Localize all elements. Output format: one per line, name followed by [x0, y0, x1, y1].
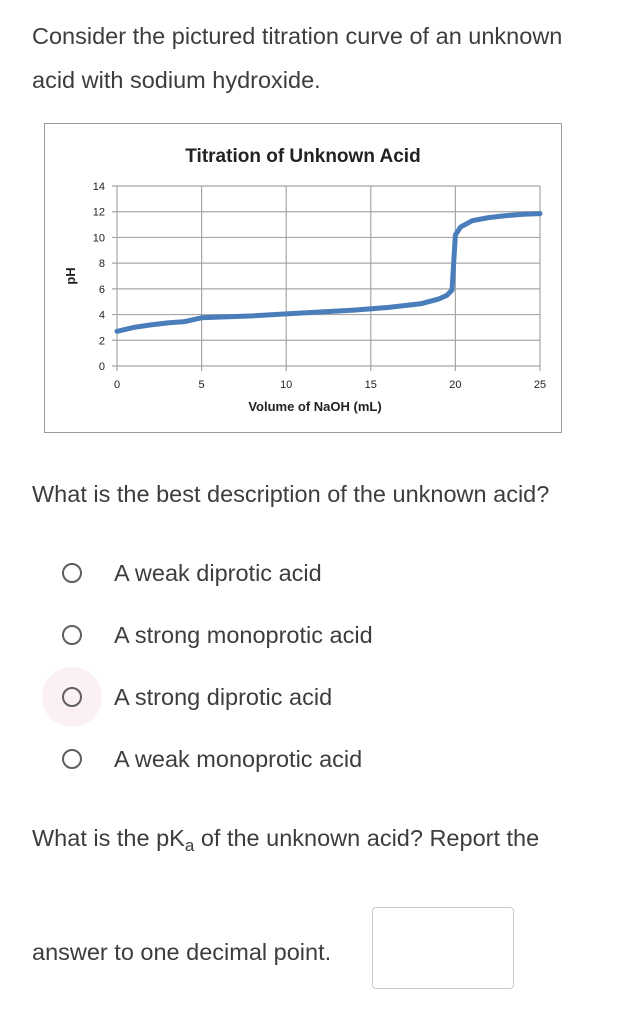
option-strong-diprotic[interactable]: [44, 669, 464, 725]
chart-title: Titration of Unknown Acid: [185, 146, 421, 167]
titration-chart: [44, 123, 562, 433]
y-tick-label: 12: [92, 206, 105, 219]
y-axis-label: pH: [63, 267, 78, 285]
y-tick-label: 2: [98, 335, 105, 348]
x-tick-label: 5: [198, 379, 205, 391]
intro-line-1: Consider the pictured titration curve of an unknown: [32, 23, 563, 49]
radio-button[interactable]: [62, 625, 82, 645]
y-tick-label: 10: [92, 232, 105, 245]
intro-text: [32, 14, 612, 102]
y-tick-label: 6: [98, 283, 105, 296]
option-label[interactable]: A weak monoprotic acid: [114, 745, 363, 772]
option-label[interactable]: A strong diprotic acid: [114, 683, 333, 710]
y-tick-labels: [93, 181, 105, 373]
x-tick-labels: [114, 379, 546, 391]
question-2-after: of the unknown acid? Report the: [194, 825, 540, 851]
chart-grid: [112, 186, 540, 371]
chart-svg: [45, 124, 561, 432]
x-tick-label: 10: [280, 379, 293, 391]
question-2-subscript: a: [184, 836, 195, 855]
option-strong-monoprotic[interactable]: [44, 607, 464, 663]
x-axis-label: Volume of NaOH (mL): [248, 399, 382, 414]
question-1-text: What is the best description of the unknown acid?: [32, 481, 550, 507]
y-tick-label: 0: [98, 361, 105, 373]
radio-wrap[interactable]: [42, 605, 102, 665]
y-tick-label: 4: [98, 309, 105, 322]
intro-line-2: acid with sodium hydroxide.: [32, 67, 321, 93]
radio-wrap[interactable]: [42, 667, 102, 727]
option-weak-monoprotic[interactable]: [44, 731, 464, 787]
x-tick-label: 25: [533, 379, 547, 391]
y-tick-label: 14: [92, 181, 105, 193]
x-tick-label: 0: [113, 379, 121, 391]
option-label[interactable]: A weak diprotic acid: [114, 559, 322, 586]
y-tick-label: 8: [98, 258, 105, 271]
radio-button[interactable]: [62, 749, 82, 769]
radio-button[interactable]: [62, 687, 82, 707]
radio-wrap[interactable]: [42, 543, 102, 603]
option-weak-diprotic[interactable]: [44, 545, 464, 601]
radio-wrap[interactable]: [42, 729, 102, 789]
titration-curve-line: [117, 214, 540, 332]
option-label[interactable]: A strong monoprotic acid: [114, 621, 373, 648]
pka-answer-input[interactable]: [372, 907, 514, 989]
radio-button[interactable]: [62, 563, 82, 583]
question-2-before: What is the pK: [32, 825, 185, 851]
x-tick-label: 20: [449, 379, 462, 391]
x-tick-label: 15: [364, 379, 377, 391]
question-2-tail: answer to one decimal point.: [32, 939, 332, 965]
question-2-text: [32, 822, 539, 854]
